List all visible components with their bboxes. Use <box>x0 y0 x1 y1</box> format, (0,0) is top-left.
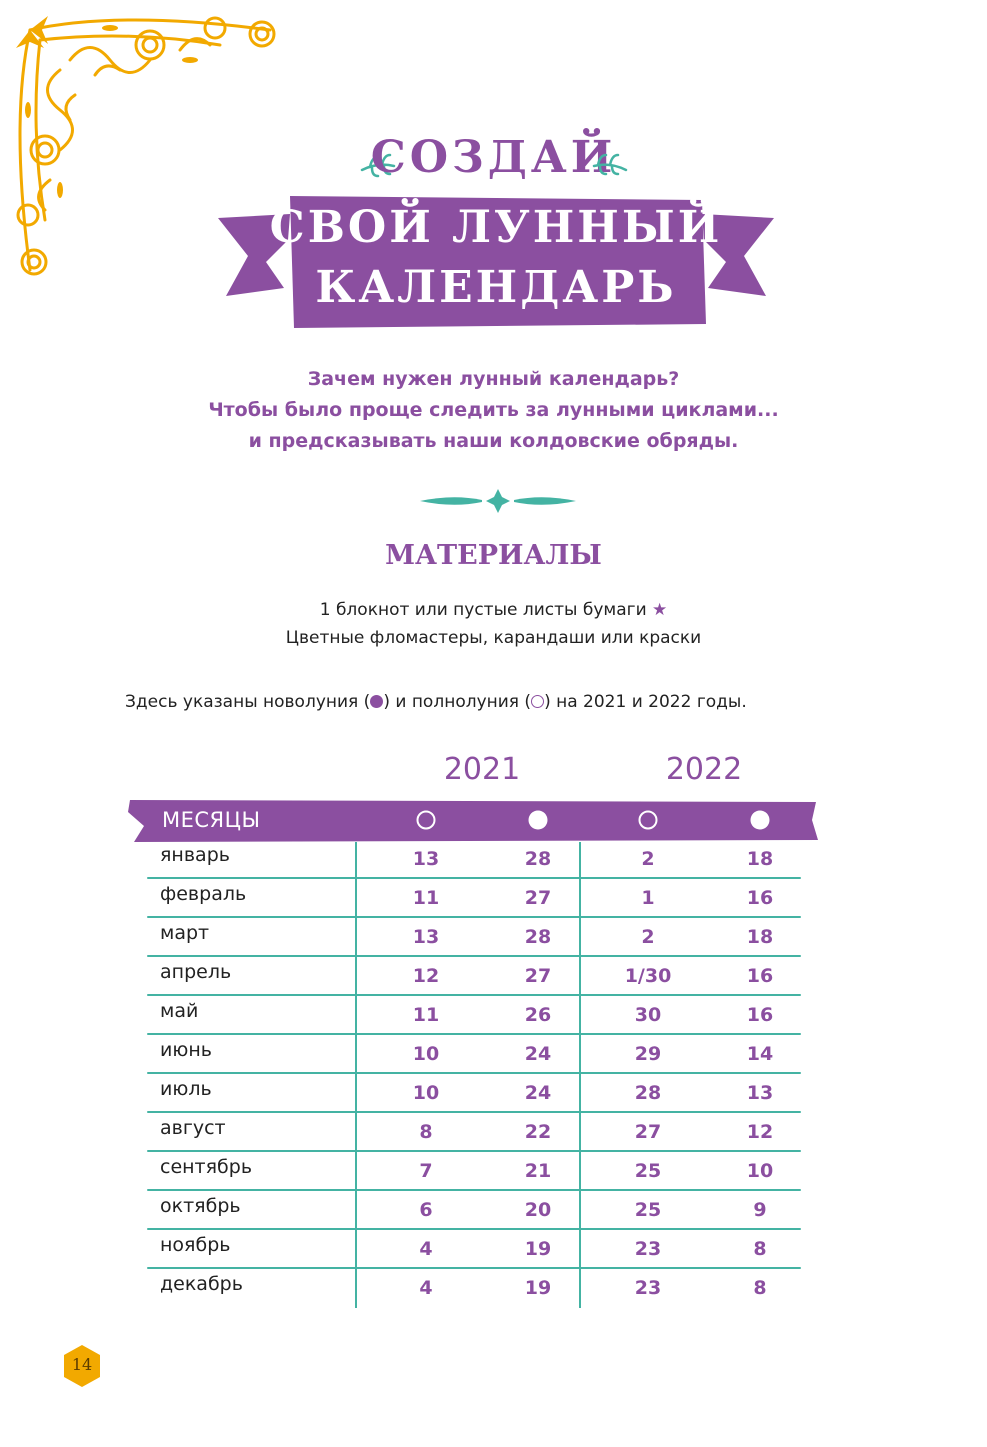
month-name: октябрь <box>160 1195 241 1217</box>
new-moon-2021: 28 <box>524 926 552 948</box>
table-row <box>0 1035 987 1074</box>
full-moon-2022: 27 <box>634 1121 662 1143</box>
full-moon-2021: 13 <box>412 848 440 870</box>
new-moon-2022: 13 <box>746 1082 774 1104</box>
new-moon-2022: 16 <box>746 887 774 909</box>
table-row <box>0 1230 987 1269</box>
new-moon-icon <box>527 809 549 831</box>
title-main <box>218 198 774 318</box>
table-row <box>0 957 987 996</box>
new-moon-2021: 19 <box>524 1277 552 1299</box>
month-name: май <box>160 1000 199 1022</box>
column-divider <box>579 842 581 1308</box>
month-name: декабрь <box>160 1273 243 1295</box>
new-moon-2022: 18 <box>746 926 774 948</box>
full-moon-2022: 29 <box>634 1043 662 1065</box>
intro-line: и предсказывать наши колдовские обряды. <box>248 430 739 452</box>
intro-text <box>0 364 987 457</box>
new-moon-2021: 24 <box>524 1082 552 1104</box>
table-row <box>0 996 987 1035</box>
materials-list <box>0 596 987 652</box>
full-moon-2021: 6 <box>419 1199 433 1221</box>
table-row <box>0 1191 987 1230</box>
full-moon-2022: 25 <box>634 1160 662 1182</box>
table-row <box>0 1152 987 1191</box>
new-moon-icon <box>370 695 383 708</box>
full-moon-2021: 13 <box>412 926 440 948</box>
year-label-2021: 2021 <box>443 752 521 787</box>
new-moon-2022: 8 <box>753 1277 767 1299</box>
new-moon-2021: 28 <box>524 848 552 870</box>
materials-item <box>0 596 987 624</box>
month-name: март <box>160 922 210 944</box>
month-name: сентябрь <box>160 1156 253 1178</box>
month-name: ноябрь <box>160 1234 231 1256</box>
moon-legend-note <box>125 692 747 712</box>
month-name: январь <box>160 844 230 866</box>
table-row <box>0 1074 987 1113</box>
new-moon-2021: 20 <box>524 1199 552 1221</box>
month-name: июнь <box>160 1039 212 1061</box>
note-text: Здесь указаны новолуния ( <box>125 692 371 712</box>
title-small: СОЗДАЙ <box>370 132 617 183</box>
new-moon-2022: 12 <box>746 1121 774 1143</box>
note-text: ) и полнолуния ( <box>383 692 532 712</box>
title-line-1: СВОЙ ЛУННЫЙ <box>269 202 723 253</box>
full-moon-2022: 23 <box>634 1238 662 1260</box>
new-moon-2021: 26 <box>524 1004 552 1026</box>
full-moon-2022: 23 <box>634 1277 662 1299</box>
new-moon-icon <box>749 809 771 831</box>
page-number: 14 <box>71 1355 93 1374</box>
note-text: ) на 2021 и 2022 годы. <box>544 692 747 712</box>
new-moon-2021: 19 <box>524 1238 552 1260</box>
full-moon-2022: 1/30 <box>624 965 672 987</box>
full-moon-2022: 28 <box>634 1082 662 1104</box>
new-moon-2022: 16 <box>746 965 774 987</box>
new-moon-2021: 24 <box>524 1043 552 1065</box>
new-moon-2022: 9 <box>753 1199 767 1221</box>
table-row <box>0 840 987 879</box>
new-moon-2021: 21 <box>524 1160 552 1182</box>
month-name: июль <box>160 1078 212 1100</box>
new-moon-2022: 16 <box>746 1004 774 1026</box>
full-moon-2021: 11 <box>412 1004 440 1026</box>
full-moon-2021: 10 <box>412 1043 440 1065</box>
full-moon-2022: 2 <box>641 926 655 948</box>
table-row <box>0 918 987 957</box>
full-moon-2021: 12 <box>412 965 440 987</box>
leaf-sprig-icon <box>592 150 628 178</box>
new-moon-2021: 27 <box>524 887 552 909</box>
materials-heading: МАТЕРИАЛЫ <box>385 540 602 571</box>
new-moon-2022: 14 <box>746 1043 774 1065</box>
full-moon-2022: 30 <box>634 1004 662 1026</box>
materials-item: Цветные фломастеры, карандаши или краски <box>285 628 702 648</box>
intro-line: Чтобы было проще следить за лунными циклами... <box>208 399 779 421</box>
materials-item-label: 1 блокнот или пустые листы бумаги <box>319 600 647 620</box>
year-label-2022: 2022 <box>665 752 743 787</box>
table-row <box>0 1269 987 1308</box>
full-moon-icon <box>531 695 544 708</box>
month-name: апрель <box>160 961 232 983</box>
star-icon: ★ <box>652 600 668 620</box>
new-moon-2021: 27 <box>524 965 552 987</box>
month-name: август <box>160 1117 226 1139</box>
table-header-months: МЕСЯЦЫ <box>162 808 261 832</box>
full-moon-2021: 4 <box>419 1277 433 1299</box>
new-moon-2021: 22 <box>524 1121 552 1143</box>
full-moon-2021: 8 <box>419 1121 433 1143</box>
new-moon-2022: 10 <box>746 1160 774 1182</box>
new-moon-2022: 8 <box>753 1238 767 1260</box>
full-moon-icon <box>637 809 659 831</box>
full-moon-2022: 25 <box>634 1199 662 1221</box>
new-moon-2022: 18 <box>746 848 774 870</box>
ornament-divider-icon <box>418 486 578 516</box>
intro-line: Зачем нужен лунный календарь? <box>307 368 680 390</box>
full-moon-2022: 2 <box>641 848 655 870</box>
column-divider <box>355 842 357 1308</box>
full-moon-2021: 7 <box>419 1160 433 1182</box>
full-moon-icon <box>415 809 437 831</box>
table-row <box>0 879 987 918</box>
full-moon-2021: 4 <box>419 1238 433 1260</box>
month-name: февраль <box>160 883 247 905</box>
table-row <box>0 1113 987 1152</box>
full-moon-2021: 10 <box>412 1082 440 1104</box>
title-line-2: КАЛЕНДАРЬ <box>315 262 677 313</box>
full-moon-2022: 1 <box>641 887 655 909</box>
full-moon-2021: 11 <box>412 887 440 909</box>
